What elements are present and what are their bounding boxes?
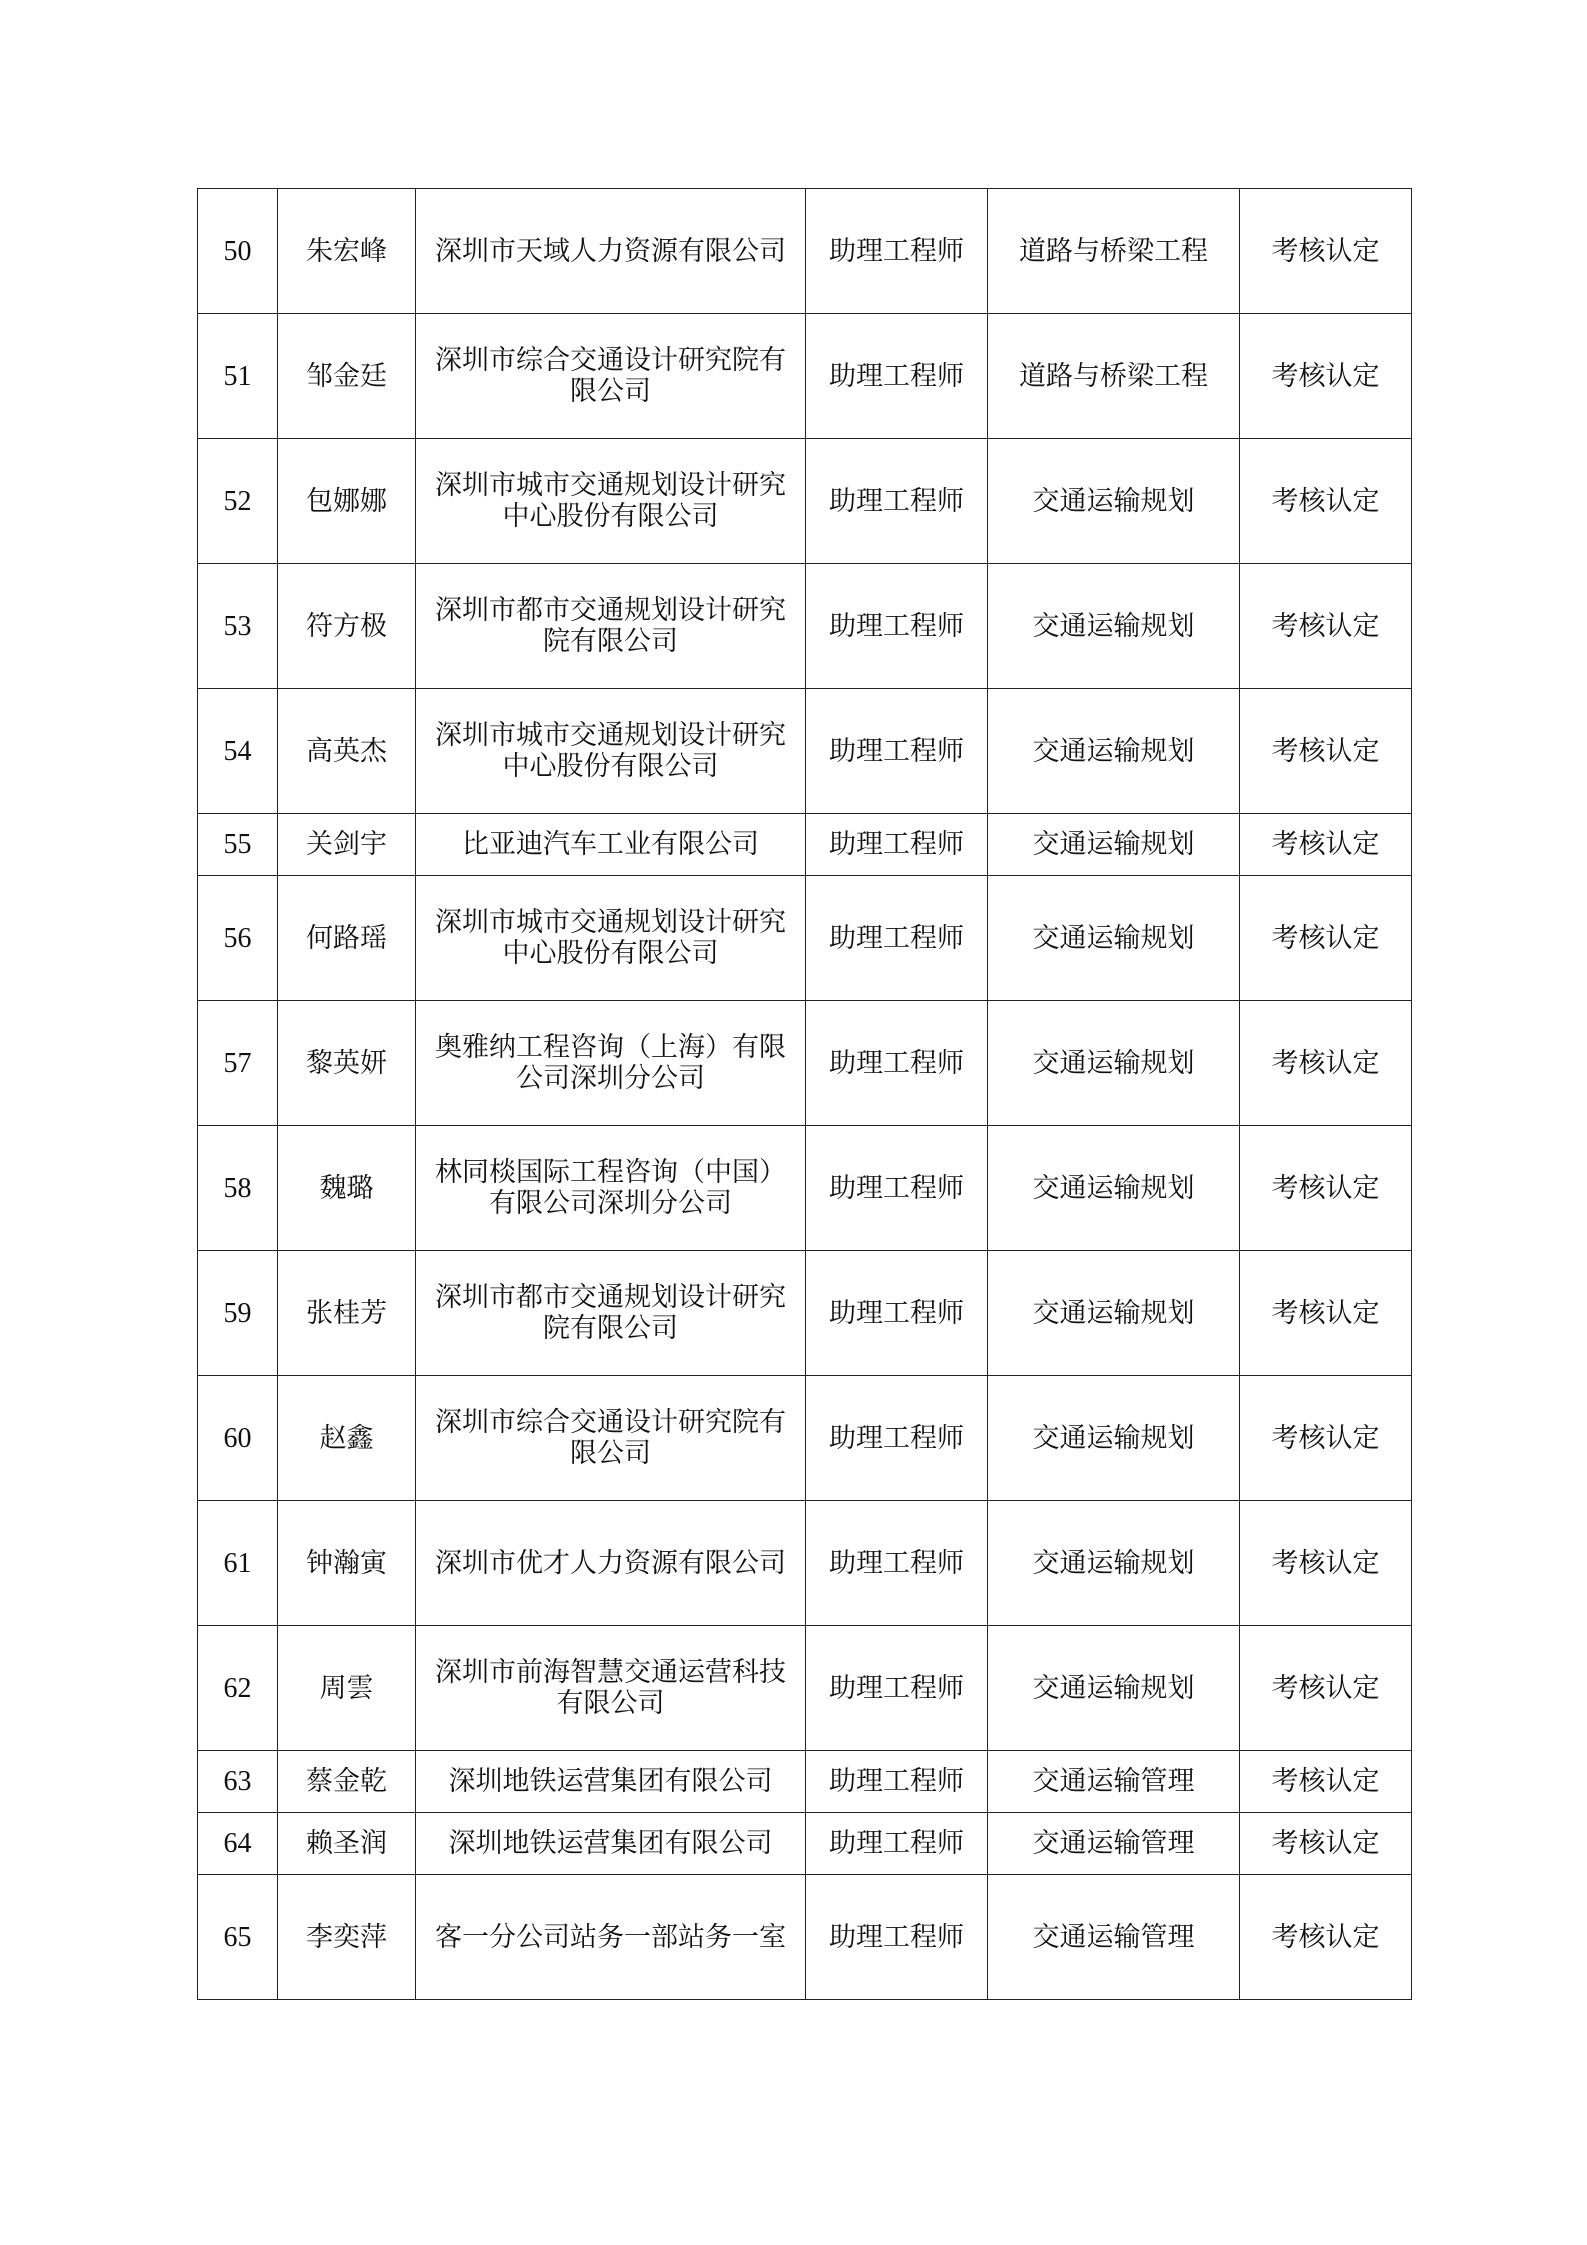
company-name: 林同棪国际工程咨询（中国）有限公司深圳分公司 bbox=[416, 1126, 806, 1251]
person-name: 李奕萍 bbox=[278, 1875, 416, 2000]
method: 考核认定 bbox=[1240, 1751, 1412, 1813]
title-level: 助理工程师 bbox=[806, 814, 988, 876]
person-name: 蔡金乾 bbox=[278, 1751, 416, 1813]
major: 交通运输规划 bbox=[988, 689, 1240, 814]
company-name: 深圳市前海智慧交通运营科技有限公司 bbox=[416, 1626, 806, 1751]
table-row bbox=[198, 814, 1412, 876]
method: 考核认定 bbox=[1240, 1251, 1412, 1376]
title-level: 助理工程师 bbox=[806, 1126, 988, 1251]
major: 交通运输规划 bbox=[988, 1626, 1240, 1751]
table-row bbox=[198, 189, 1412, 314]
company-name: 深圳市都市交通规划设计研究院有限公司 bbox=[416, 564, 806, 689]
row-number: 65 bbox=[198, 1875, 278, 2000]
table-row bbox=[198, 1626, 1412, 1751]
row-number: 59 bbox=[198, 1251, 278, 1376]
person-name: 黎英妍 bbox=[278, 1001, 416, 1126]
table-row bbox=[198, 314, 1412, 439]
title-level: 助理工程师 bbox=[806, 1875, 988, 2000]
major: 交通运输规划 bbox=[988, 876, 1240, 1001]
person-name: 高英杰 bbox=[278, 689, 416, 814]
table-row bbox=[198, 1126, 1412, 1251]
major: 交通运输规划 bbox=[988, 1126, 1240, 1251]
method: 考核认定 bbox=[1240, 439, 1412, 564]
company-name: 深圳市天域人力资源有限公司 bbox=[416, 189, 806, 314]
major: 道路与桥梁工程 bbox=[988, 314, 1240, 439]
person-name: 赖圣润 bbox=[278, 1813, 416, 1875]
title-level: 助理工程师 bbox=[806, 1001, 988, 1126]
title-level: 助理工程师 bbox=[806, 1501, 988, 1626]
title-level: 助理工程师 bbox=[806, 1376, 988, 1501]
table-row bbox=[198, 564, 1412, 689]
title-level: 助理工程师 bbox=[806, 1751, 988, 1813]
method: 考核认定 bbox=[1240, 1376, 1412, 1501]
company-name: 深圳市城市交通规划设计研究中心股份有限公司 bbox=[416, 689, 806, 814]
major: 交通运输规划 bbox=[988, 439, 1240, 564]
method: 考核认定 bbox=[1240, 1875, 1412, 2000]
title-level: 助理工程师 bbox=[806, 1251, 988, 1376]
person-name: 何路瑶 bbox=[278, 876, 416, 1001]
company-name: 深圳市综合交通设计研究院有限公司 bbox=[416, 314, 806, 439]
row-number: 50 bbox=[198, 189, 278, 314]
person-name: 符方极 bbox=[278, 564, 416, 689]
row-number: 57 bbox=[198, 1001, 278, 1126]
company-name: 深圳市优才人力资源有限公司 bbox=[416, 1501, 806, 1626]
company-name: 深圳市城市交通规划设计研究中心股份有限公司 bbox=[416, 439, 806, 564]
row-number: 56 bbox=[198, 876, 278, 1001]
major: 交通运输规划 bbox=[988, 1376, 1240, 1501]
company-name: 深圳地铁运营集团有限公司 bbox=[416, 1813, 806, 1875]
person-name: 周雲 bbox=[278, 1626, 416, 1751]
person-name: 魏璐 bbox=[278, 1126, 416, 1251]
table-row bbox=[198, 1251, 1412, 1376]
major: 交通运输管理 bbox=[988, 1875, 1240, 2000]
company-name: 比亚迪汽车工业有限公司 bbox=[416, 814, 806, 876]
major: 交通运输管理 bbox=[988, 1813, 1240, 1875]
title-level: 助理工程师 bbox=[806, 1813, 988, 1875]
major: 交通运输规划 bbox=[988, 1251, 1240, 1376]
method: 考核认定 bbox=[1240, 314, 1412, 439]
company-name: 深圳地铁运营集团有限公司 bbox=[416, 1751, 806, 1813]
table-row bbox=[198, 876, 1412, 1001]
method: 考核认定 bbox=[1240, 1001, 1412, 1126]
company-name: 深圳市综合交通设计研究院有限公司 bbox=[416, 1376, 806, 1501]
title-level: 助理工程师 bbox=[806, 189, 988, 314]
method: 考核认定 bbox=[1240, 876, 1412, 1001]
row-number: 61 bbox=[198, 1501, 278, 1626]
row-number: 51 bbox=[198, 314, 278, 439]
table-row bbox=[198, 689, 1412, 814]
title-level: 助理工程师 bbox=[806, 1626, 988, 1751]
table-row bbox=[198, 1501, 1412, 1626]
method: 考核认定 bbox=[1240, 1813, 1412, 1875]
table-row bbox=[198, 1813, 1412, 1875]
table-row bbox=[198, 1875, 1412, 2000]
row-number: 53 bbox=[198, 564, 278, 689]
method: 考核认定 bbox=[1240, 689, 1412, 814]
person-name: 关剑宇 bbox=[278, 814, 416, 876]
method: 考核认定 bbox=[1240, 1501, 1412, 1626]
title-level: 助理工程师 bbox=[806, 876, 988, 1001]
row-number: 58 bbox=[198, 1126, 278, 1251]
table-row bbox=[198, 1751, 1412, 1813]
row-number: 54 bbox=[198, 689, 278, 814]
major: 交通运输管理 bbox=[988, 1751, 1240, 1813]
row-number: 52 bbox=[198, 439, 278, 564]
method: 考核认定 bbox=[1240, 814, 1412, 876]
company-name: 深圳市都市交通规划设计研究院有限公司 bbox=[416, 1251, 806, 1376]
person-name: 包娜娜 bbox=[278, 439, 416, 564]
major: 道路与桥梁工程 bbox=[988, 189, 1240, 314]
person-name: 邹金廷 bbox=[278, 314, 416, 439]
person-name: 钟瀚寅 bbox=[278, 1501, 416, 1626]
row-number: 55 bbox=[198, 814, 278, 876]
company-name: 客一分公司站务一部站务一室 bbox=[416, 1875, 806, 2000]
method: 考核认定 bbox=[1240, 189, 1412, 314]
person-name: 朱宏峰 bbox=[278, 189, 416, 314]
title-level: 助理工程师 bbox=[806, 564, 988, 689]
table-row bbox=[198, 1001, 1412, 1126]
title-level: 助理工程师 bbox=[806, 314, 988, 439]
title-level: 助理工程师 bbox=[806, 439, 988, 564]
table-row bbox=[198, 1376, 1412, 1501]
company-name: 奥雅纳工程咨询（上海）有限公司深圳分公司 bbox=[416, 1001, 806, 1126]
major: 交通运输规划 bbox=[988, 1001, 1240, 1126]
personnel-table bbox=[197, 188, 1412, 2000]
title-level: 助理工程师 bbox=[806, 689, 988, 814]
method: 考核认定 bbox=[1240, 1626, 1412, 1751]
row-number: 63 bbox=[198, 1751, 278, 1813]
row-number: 64 bbox=[198, 1813, 278, 1875]
table-row bbox=[198, 439, 1412, 564]
company-name: 深圳市城市交通规划设计研究中心股份有限公司 bbox=[416, 876, 806, 1001]
person-name: 赵鑫 bbox=[278, 1376, 416, 1501]
major: 交通运输规划 bbox=[988, 1501, 1240, 1626]
major: 交通运输规划 bbox=[988, 564, 1240, 689]
row-number: 62 bbox=[198, 1626, 278, 1751]
person-name: 张桂芳 bbox=[278, 1251, 416, 1376]
major: 交通运输规划 bbox=[988, 814, 1240, 876]
method: 考核认定 bbox=[1240, 564, 1412, 689]
row-number: 60 bbox=[198, 1376, 278, 1501]
method: 考核认定 bbox=[1240, 1126, 1412, 1251]
